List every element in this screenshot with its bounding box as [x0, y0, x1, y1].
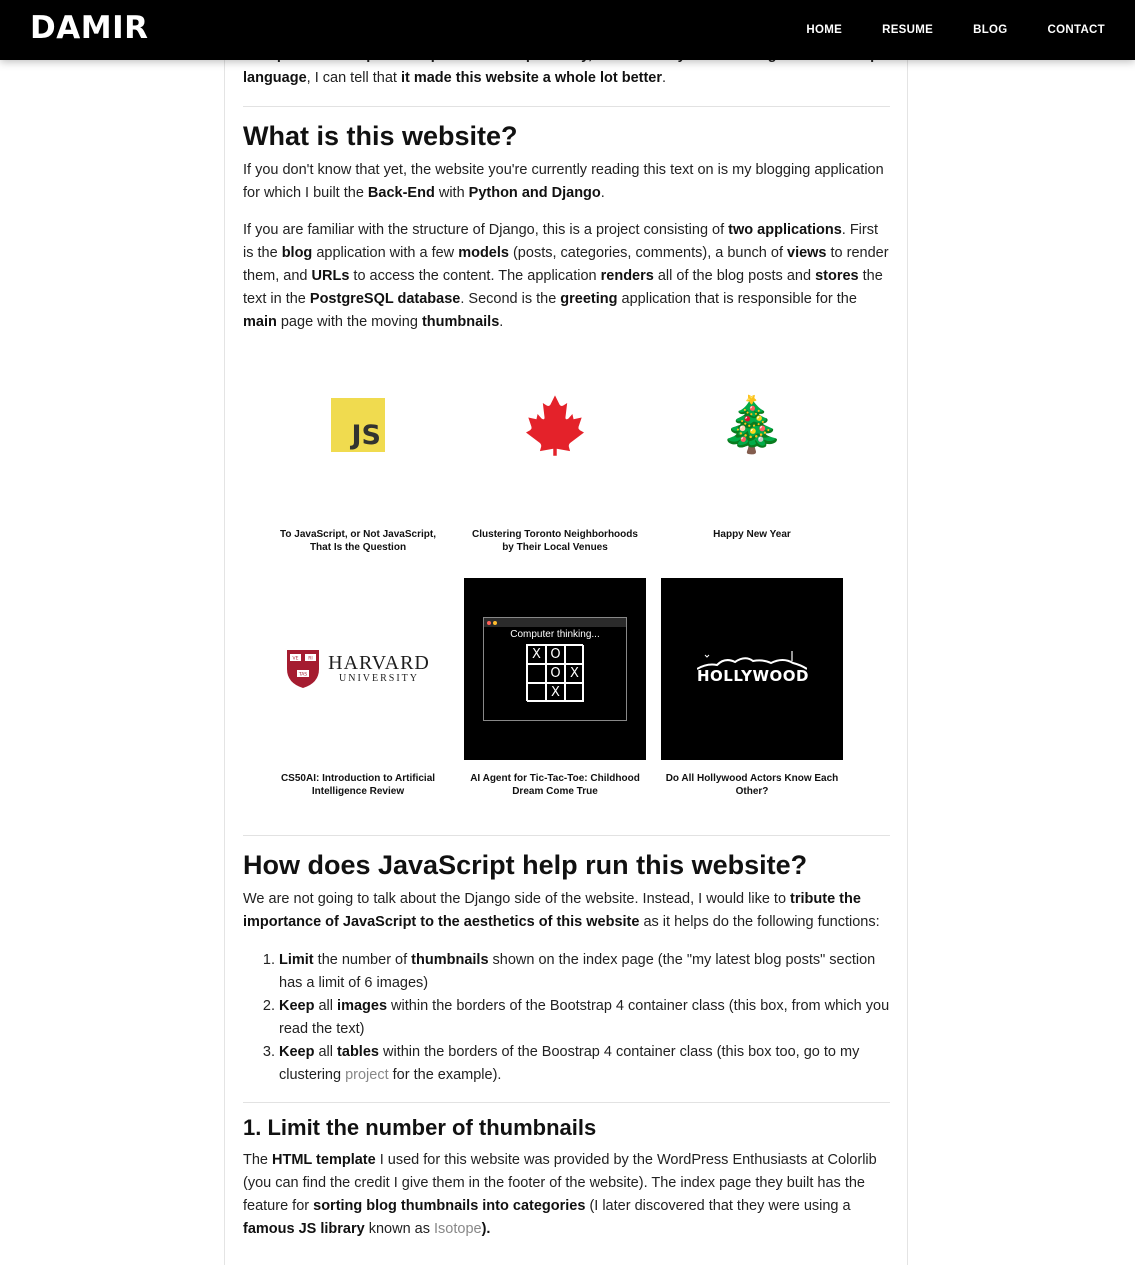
- thumbnail-image[interactable]: [267, 334, 449, 516]
- function-list: [243, 949, 890, 1087]
- thumbnail-caption[interactable]: CS50AI: Introduction to Artificial Intelligence Review: [280, 773, 436, 797]
- intro-text-2: .: [662, 70, 667, 86]
- thumbnail-image[interactable]: [661, 578, 843, 760]
- nav-menu: [766, 0, 1105, 60]
- thumbnail-card[interactable]: [267, 578, 449, 798]
- section-heading-what-is: What is this website?: [243, 121, 518, 151]
- content-container: [224, 0, 908, 1265]
- hollywood-letters: HOLLYWOOD: [697, 667, 809, 685]
- section-heading-how-js: How does JavaScript help run this website?: [243, 850, 808, 880]
- window-status-text: Computer thinking...: [510, 629, 600, 640]
- thumbnail-image[interactable]: [464, 578, 646, 760]
- svg-text:RI: RI: [308, 656, 313, 662]
- board-cell: [527, 683, 546, 702]
- section3-paragraph-1: The HTML template I used for this website was provided by the WordPress Enthusiasts at Colorlib (you can find the credit I give them in the footer of the website). The index page they built has the feature for sorting blog thumbnails into categories (I later discovered that they were using a famous JS library known as Isotope).: [243, 1152, 877, 1237]
- project-link[interactable]: project: [345, 1067, 389, 1083]
- list-item: 3. Keep all tables within the borders of the Boostrap 4 container class (this box too, go to my clustering project for the example).: [279, 1041, 890, 1087]
- list-item: 1. Limit the number of thumbnails shown on the index page (the "my latest blog posts" section has a limit of 6 images): [279, 949, 890, 995]
- tic-tac-toe-board: [526, 644, 583, 701]
- svg-text:TAS: TAS: [298, 672, 308, 678]
- board-cell: O: [546, 645, 565, 664]
- section2-paragraph-1: We are not going to talk about the Django side of the website. Instead, I would like to tribute the importance of JavaScript to the aesthetics of this website as it helps do the following functions:: [243, 891, 880, 930]
- harvard-wordmark: HARVARD: [328, 652, 430, 674]
- thumbnail-card[interactable]: [464, 578, 646, 798]
- harvard-subtitle: UNIVERSITY: [339, 673, 419, 684]
- thumbnail-image[interactable]: [464, 334, 646, 516]
- intro-bold-1: language: [243, 70, 307, 86]
- thumbnail-card[interactable]: [464, 334, 646, 554]
- svg-text:VE: VE: [292, 656, 299, 662]
- board-cell: X: [527, 645, 546, 664]
- thumbnail-card[interactable]: [267, 334, 449, 554]
- list-item: 2. Keep all images within the borders of the Bootstrap 4 container class (this box, from which you read the text): [279, 995, 890, 1041]
- nav-blog[interactable]: BLOG: [973, 24, 1008, 36]
- divider-3: [243, 1102, 890, 1103]
- board-cell: [565, 683, 584, 702]
- intro-bold-2: it made this website a whole lot better: [400, 70, 663, 86]
- board-cell: X: [565, 664, 584, 683]
- thumbnail-caption[interactable]: To JavaScript, or Not JavaScript, That Is the Question: [280, 529, 436, 553]
- javascript-logo: JS: [331, 398, 385, 452]
- thumbnail-image[interactable]: [267, 578, 449, 760]
- tic-tac-toe-screenshot: [483, 617, 627, 721]
- intro-text-1: , I can tell that: [306, 70, 401, 86]
- section1-paragraph-2: If you are familiar with the structure of Django, this is a project consisting of two applications. First is the blog application with a few models (posts, categories, comments), a bunch of views to render them, and URLs to access the content. The application renders all of the blog posts and stores the text in the PostgreSQL database. Second is the greeting application that is responsible for the main page with the moving thumbnails.: [243, 222, 889, 330]
- board-cell: O: [546, 664, 565, 683]
- harvard-logo: [286, 649, 430, 689]
- maple-leaf-icon: [526, 394, 584, 456]
- top-navbar: [0, 0, 1135, 60]
- divider-1: [243, 106, 890, 107]
- board-cell: [565, 645, 584, 664]
- nav-resume[interactable]: RESUME: [882, 24, 934, 36]
- section1-paragraph-1: If you don't know that yet, the website you're currently reading this text on is my blogging application for which I built the Back-End with Python and Django.: [243, 162, 884, 201]
- thumbnail-caption[interactable]: AI Agent for Tic-Tac-Toe: Childhood Dream Come True: [470, 773, 640, 797]
- thumbnail-card[interactable]: [661, 334, 843, 541]
- board-cell: [527, 664, 546, 683]
- thumbnail-image[interactable]: [661, 334, 843, 516]
- section-heading-limit-thumbnails: 1. Limit the number of thumbnails: [243, 1115, 597, 1140]
- christmas-tree-icon: 🎄: [718, 393, 786, 456]
- harvard-shield-icon: [286, 649, 320, 689]
- isotope-link[interactable]: Isotope: [434, 1221, 482, 1237]
- hollywood-sign: [697, 649, 807, 689]
- thumbnail-caption[interactable]: Do All Hollywood Actors Know Each Other?: [665, 773, 839, 797]
- nav-contact[interactable]: CONTACT: [1047, 24, 1105, 36]
- site-brand[interactable]: DAMIR: [30, 10, 149, 46]
- thumbnail-caption[interactable]: Clustering Toronto Neighborhoods by Their Local Venues: [472, 529, 638, 553]
- nav-home[interactable]: HOME: [806, 24, 843, 36]
- thumbnail-caption[interactable]: Happy New Year: [713, 529, 791, 540]
- divider-2: [243, 835, 890, 836]
- thumbnail-card[interactable]: [661, 578, 843, 798]
- board-cell: X: [546, 683, 565, 702]
